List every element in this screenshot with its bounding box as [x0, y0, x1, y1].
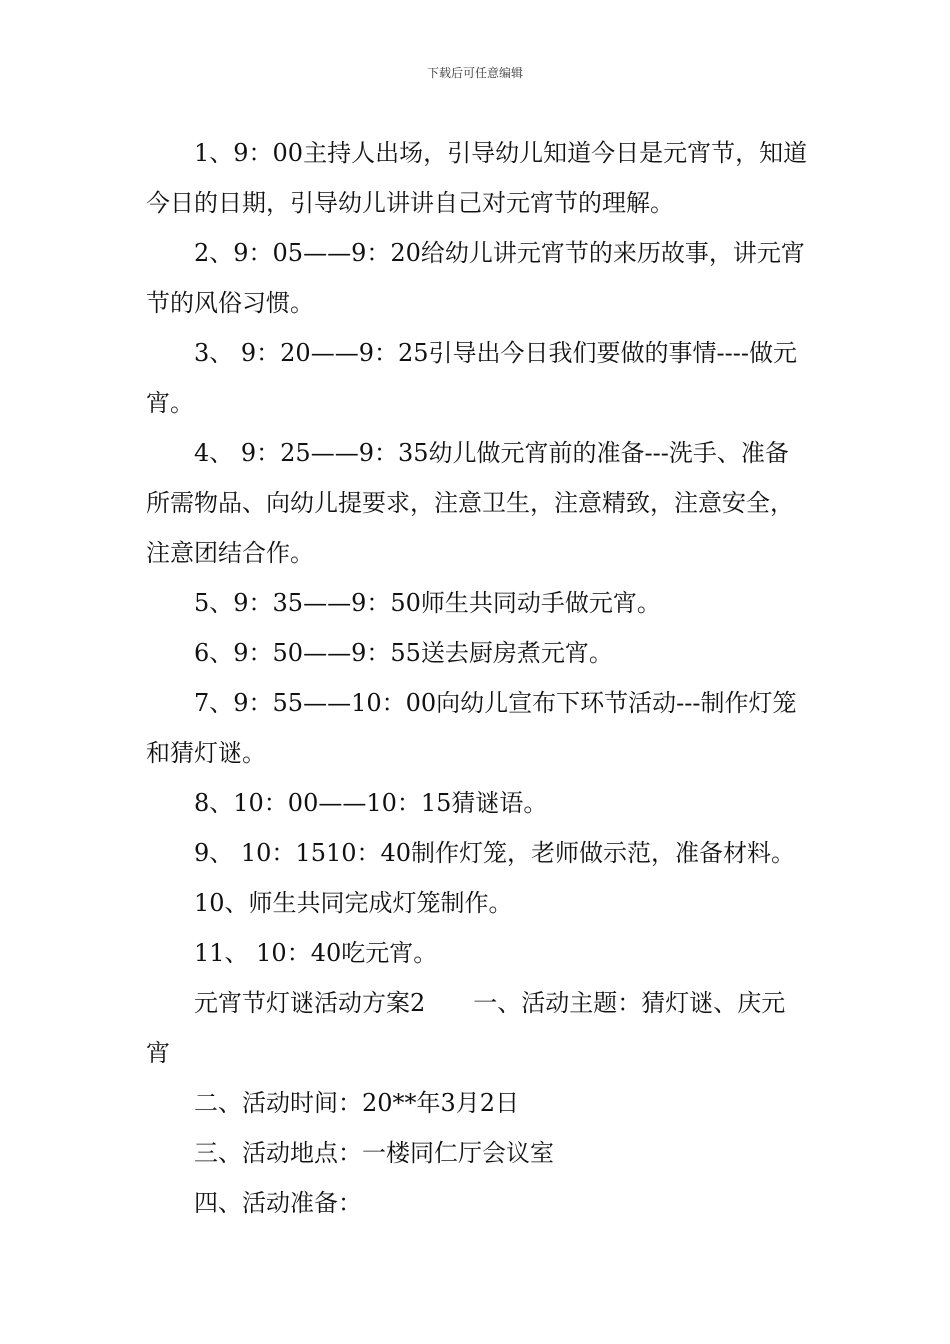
document-body — [146, 128, 808, 1228]
paragraph-6: 6、9：50——9：55送去厨房煮元宵。 — [194, 639, 613, 667]
paragraph-4: 4、 9：25——9：35幼儿做元宵前的准备---洗手、准备所需物品、向幼儿提要求，注意卫生，注意精致，注意安全，注意团结合作。 — [146, 439, 794, 567]
paragraph-plan-title: 元宵节灯谜活动方案2 一、活动主题：猜灯谜、庆元宵 — [146, 989, 786, 1067]
paragraph-8: 8、10：00——10：15猜谜语。 — [194, 789, 548, 817]
paragraph-activity-time: 二、活动时间：20**年3月2日 — [194, 1089, 520, 1117]
paragraph-9: 9、 10：1510：40制作灯笼，老师做示范，准备材料。 — [194, 839, 796, 867]
paragraph-10: 10、师生共同完成灯笼制作。 — [194, 889, 513, 917]
paragraph-2: 2、9：05——9：20给幼儿讲元宵节的来历故事，讲元宵节的风俗习惯。 — [146, 239, 805, 317]
paragraph-11: 11、 10：40吃元宵。 — [194, 939, 438, 967]
paragraph-3: 3、 9：20——9：25引导出今日我们要做的事情----做元宵。 — [146, 339, 797, 417]
paragraph-7: 7、9：55——10：00向幼儿宣布下环节活动---制作灯笼和猜灯谜。 — [146, 689, 797, 767]
paragraph-activity-location: 三、活动地点：一楼同仁厅会议室 — [194, 1139, 554, 1167]
paragraph-1: 1、9：00主持人出场，引导幼儿知道今日是元宵节，知道今日的日期，引导幼儿讲讲自己对元宵节的理解。 — [146, 139, 808, 217]
page-header: 下载后可任意编辑 — [426, 66, 523, 80]
paragraph-activity-preparation: 四、活动准备： — [194, 1189, 362, 1217]
paragraph-5: 5、9：35——9：50师生共同动手做元宵。 — [194, 589, 661, 617]
